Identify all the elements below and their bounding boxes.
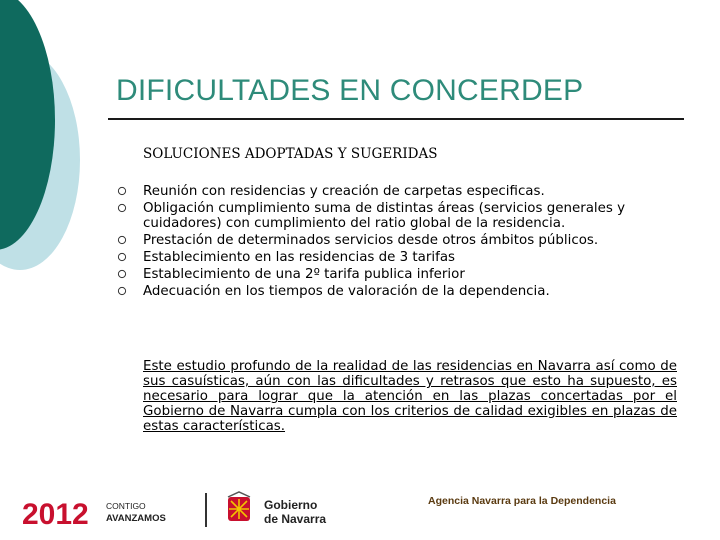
list-item-text: Establecimiento en las residencias de 3 tarifas bbox=[143, 250, 456, 265]
gobierno-navarra-2012-logo bbox=[22, 488, 362, 532]
list-item bbox=[117, 201, 677, 231]
list-item-text: Obligación cumplimiento suma de distintas áreas (servicios generales y cuidadores) con cumplimiento del ratio global de la residencia. bbox=[143, 201, 626, 231]
list-item bbox=[117, 250, 677, 265]
list-item-text: Establecimiento de una 2º tarifa publica inferior bbox=[143, 267, 465, 282]
slide-title: DIFICULTADES EN CONCERDEP bbox=[116, 74, 584, 107]
list-item-text: Reunión con residencias y creación de carpetas especificas. bbox=[143, 184, 545, 199]
list-item-text: Prestación de determinados servicios desde otros ámbitos públicos. bbox=[143, 233, 599, 248]
section-subheading: SOLUCIONES ADOPTADAS Y SUGERIDAS bbox=[143, 146, 438, 162]
corner-decoration bbox=[0, 0, 110, 300]
logo-gov-line2: de Navarra bbox=[264, 512, 327, 526]
logo-gov-line1: Gobierno bbox=[264, 498, 318, 512]
list-item-text: Adecuación en los tiempos de valoración de la dependencia. bbox=[143, 284, 550, 299]
list-item bbox=[117, 184, 677, 199]
navarra-shield-icon bbox=[228, 492, 250, 521]
logo-slogan-line1: CONTIGO bbox=[106, 501, 146, 511]
list-item bbox=[117, 284, 677, 299]
circle-bullet-icon bbox=[117, 235, 127, 245]
logo-year: 2012 bbox=[22, 498, 89, 531]
title-divider bbox=[108, 118, 684, 120]
logo-divider bbox=[205, 493, 207, 527]
circle-bullet-icon bbox=[117, 252, 127, 262]
circle-bullet-icon bbox=[117, 269, 127, 279]
agency-name: Agencia Navarra para la Dependencia bbox=[428, 495, 616, 507]
closing-paragraph: Este estudio profundo de la realidad de las residencias en Navarra así como de sus casuísticas, aún con las dificultades y retrasos que esto ha supuesto, es necesario para lograr que la atención en las plazas concertadas por el Gobierno de Navarra cumpla con los criterios de calidad exigibles en plazas de estas características. bbox=[143, 359, 677, 434]
list-item bbox=[117, 233, 677, 248]
circle-bullet-icon bbox=[117, 186, 127, 196]
circle-bullet-icon bbox=[117, 286, 127, 296]
circle-bullet-icon bbox=[117, 203, 127, 213]
list-item bbox=[117, 267, 677, 282]
logo-slogan-line2: AVANZAMOS bbox=[106, 513, 166, 524]
solutions-list bbox=[117, 184, 677, 301]
